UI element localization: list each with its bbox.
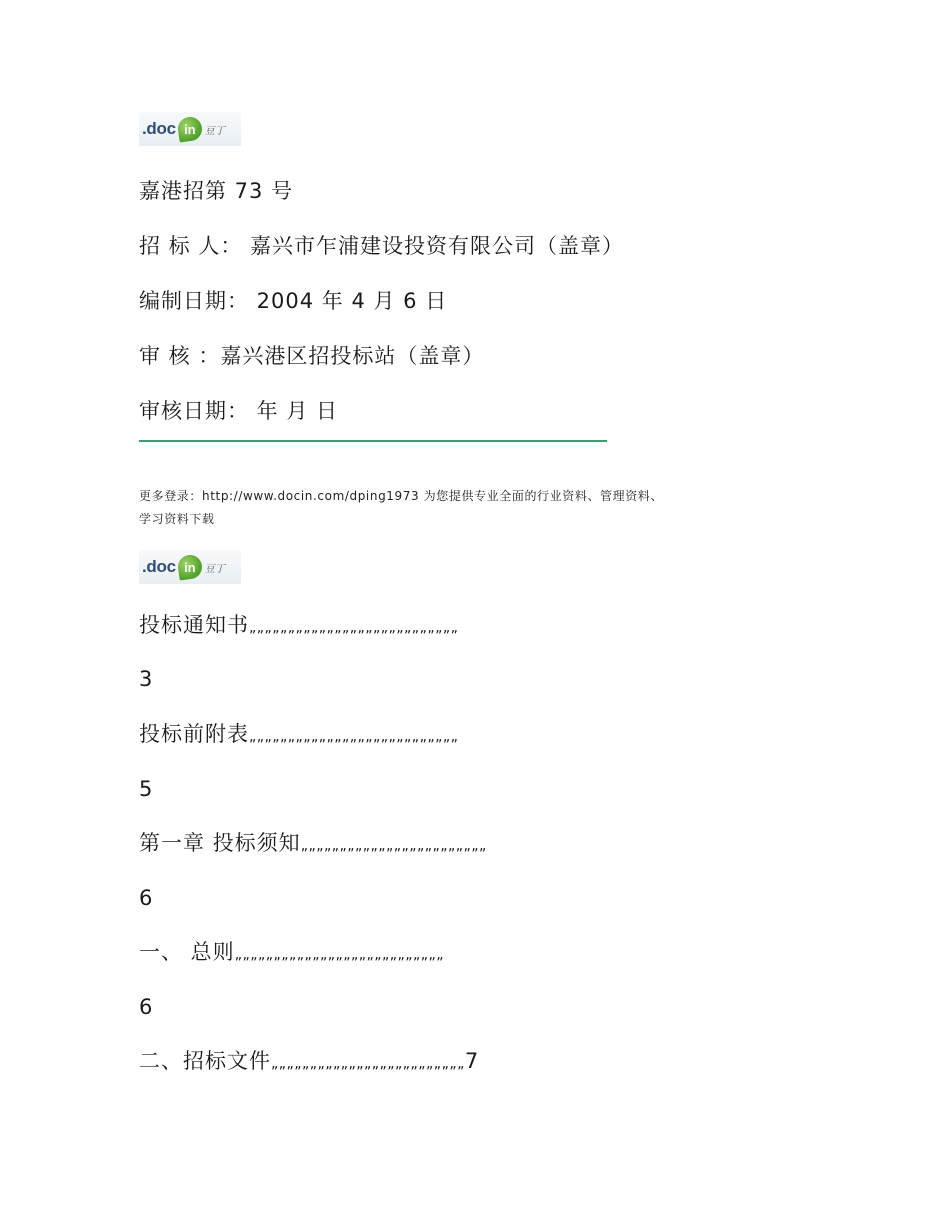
logo-brand-text: 豆丁 — [204, 563, 225, 575]
toc-entry-title[interactable] — [139, 612, 458, 641]
toc-dots: „„„„„„„„„„„„„„„„„„„„„„„„„„„ — [249, 729, 459, 745]
leaf-icon — [176, 553, 203, 580]
footer-note-line-2: 学习资料下载 — [139, 512, 215, 526]
green-divider — [139, 440, 607, 442]
logo-doc-text: .doc — [142, 557, 176, 576]
toc-entry-page: 5 — [139, 777, 154, 801]
toc-dots: „„„„„„„„„„„„„„„„„„„„„„„„ — [300, 838, 487, 854]
toc-title: 投标通知书 — [139, 613, 249, 637]
toc-entry-page: 6 — [139, 886, 154, 910]
doc-number: 嘉港招第 73 号 — [139, 179, 294, 203]
toc-title: 第一章 投标须知 — [139, 831, 301, 855]
compile-date-line: 编制日期： 2004 年 4 月 6 日 — [139, 289, 448, 313]
docin-logo — [139, 112, 241, 146]
tenderer-line: 招 标 人： 嘉兴市乍浦建设投资有限公司（盖章） — [139, 234, 625, 258]
leaf-icon — [176, 115, 203, 142]
toc-entry-title[interactable] — [139, 830, 487, 859]
toc-entry-page: 6 — [139, 995, 154, 1019]
footer-note-line-1[interactable]: 更多登录：http://www.docin.com/dping1973 为您提供专业全面的行业资料、管理资料、 — [139, 489, 664, 503]
toc-dots: „„„„„„„„„„„„„„„„„„„„„„„„„ — [271, 1056, 465, 1072]
logo-doc-text: .doc — [142, 119, 176, 138]
toc-page-inline: 7 — [464, 1049, 480, 1073]
toc-entry-page: 3 — [139, 667, 154, 691]
toc-title: 一、 总则 — [139, 940, 235, 964]
toc-entry-title[interactable] — [139, 1048, 479, 1077]
toc-dots: „„„„„„„„„„„„„„„„„„„„„„„„„„„ — [249, 620, 459, 636]
toc-dots: „„„„„„„„„„„„„„„„„„„„„„„„„„„ — [234, 947, 445, 963]
review-date-line: 审核日期： 年 月 日 — [139, 399, 339, 423]
docin-logo-second — [139, 550, 241, 584]
toc-title: 二、招标文件 — [139, 1049, 271, 1073]
toc-title: 投标前附表 — [139, 722, 249, 746]
reviewer-line: 审 核 ：嘉兴港区招投标站（盖章） — [139, 344, 485, 368]
logo-in-text: in — [183, 121, 196, 137]
logo-brand-text: 豆丁 — [204, 125, 225, 137]
toc-entry-title[interactable] — [139, 939, 444, 968]
logo-in-text: in — [183, 559, 196, 575]
toc-entry-title[interactable] — [139, 721, 458, 750]
